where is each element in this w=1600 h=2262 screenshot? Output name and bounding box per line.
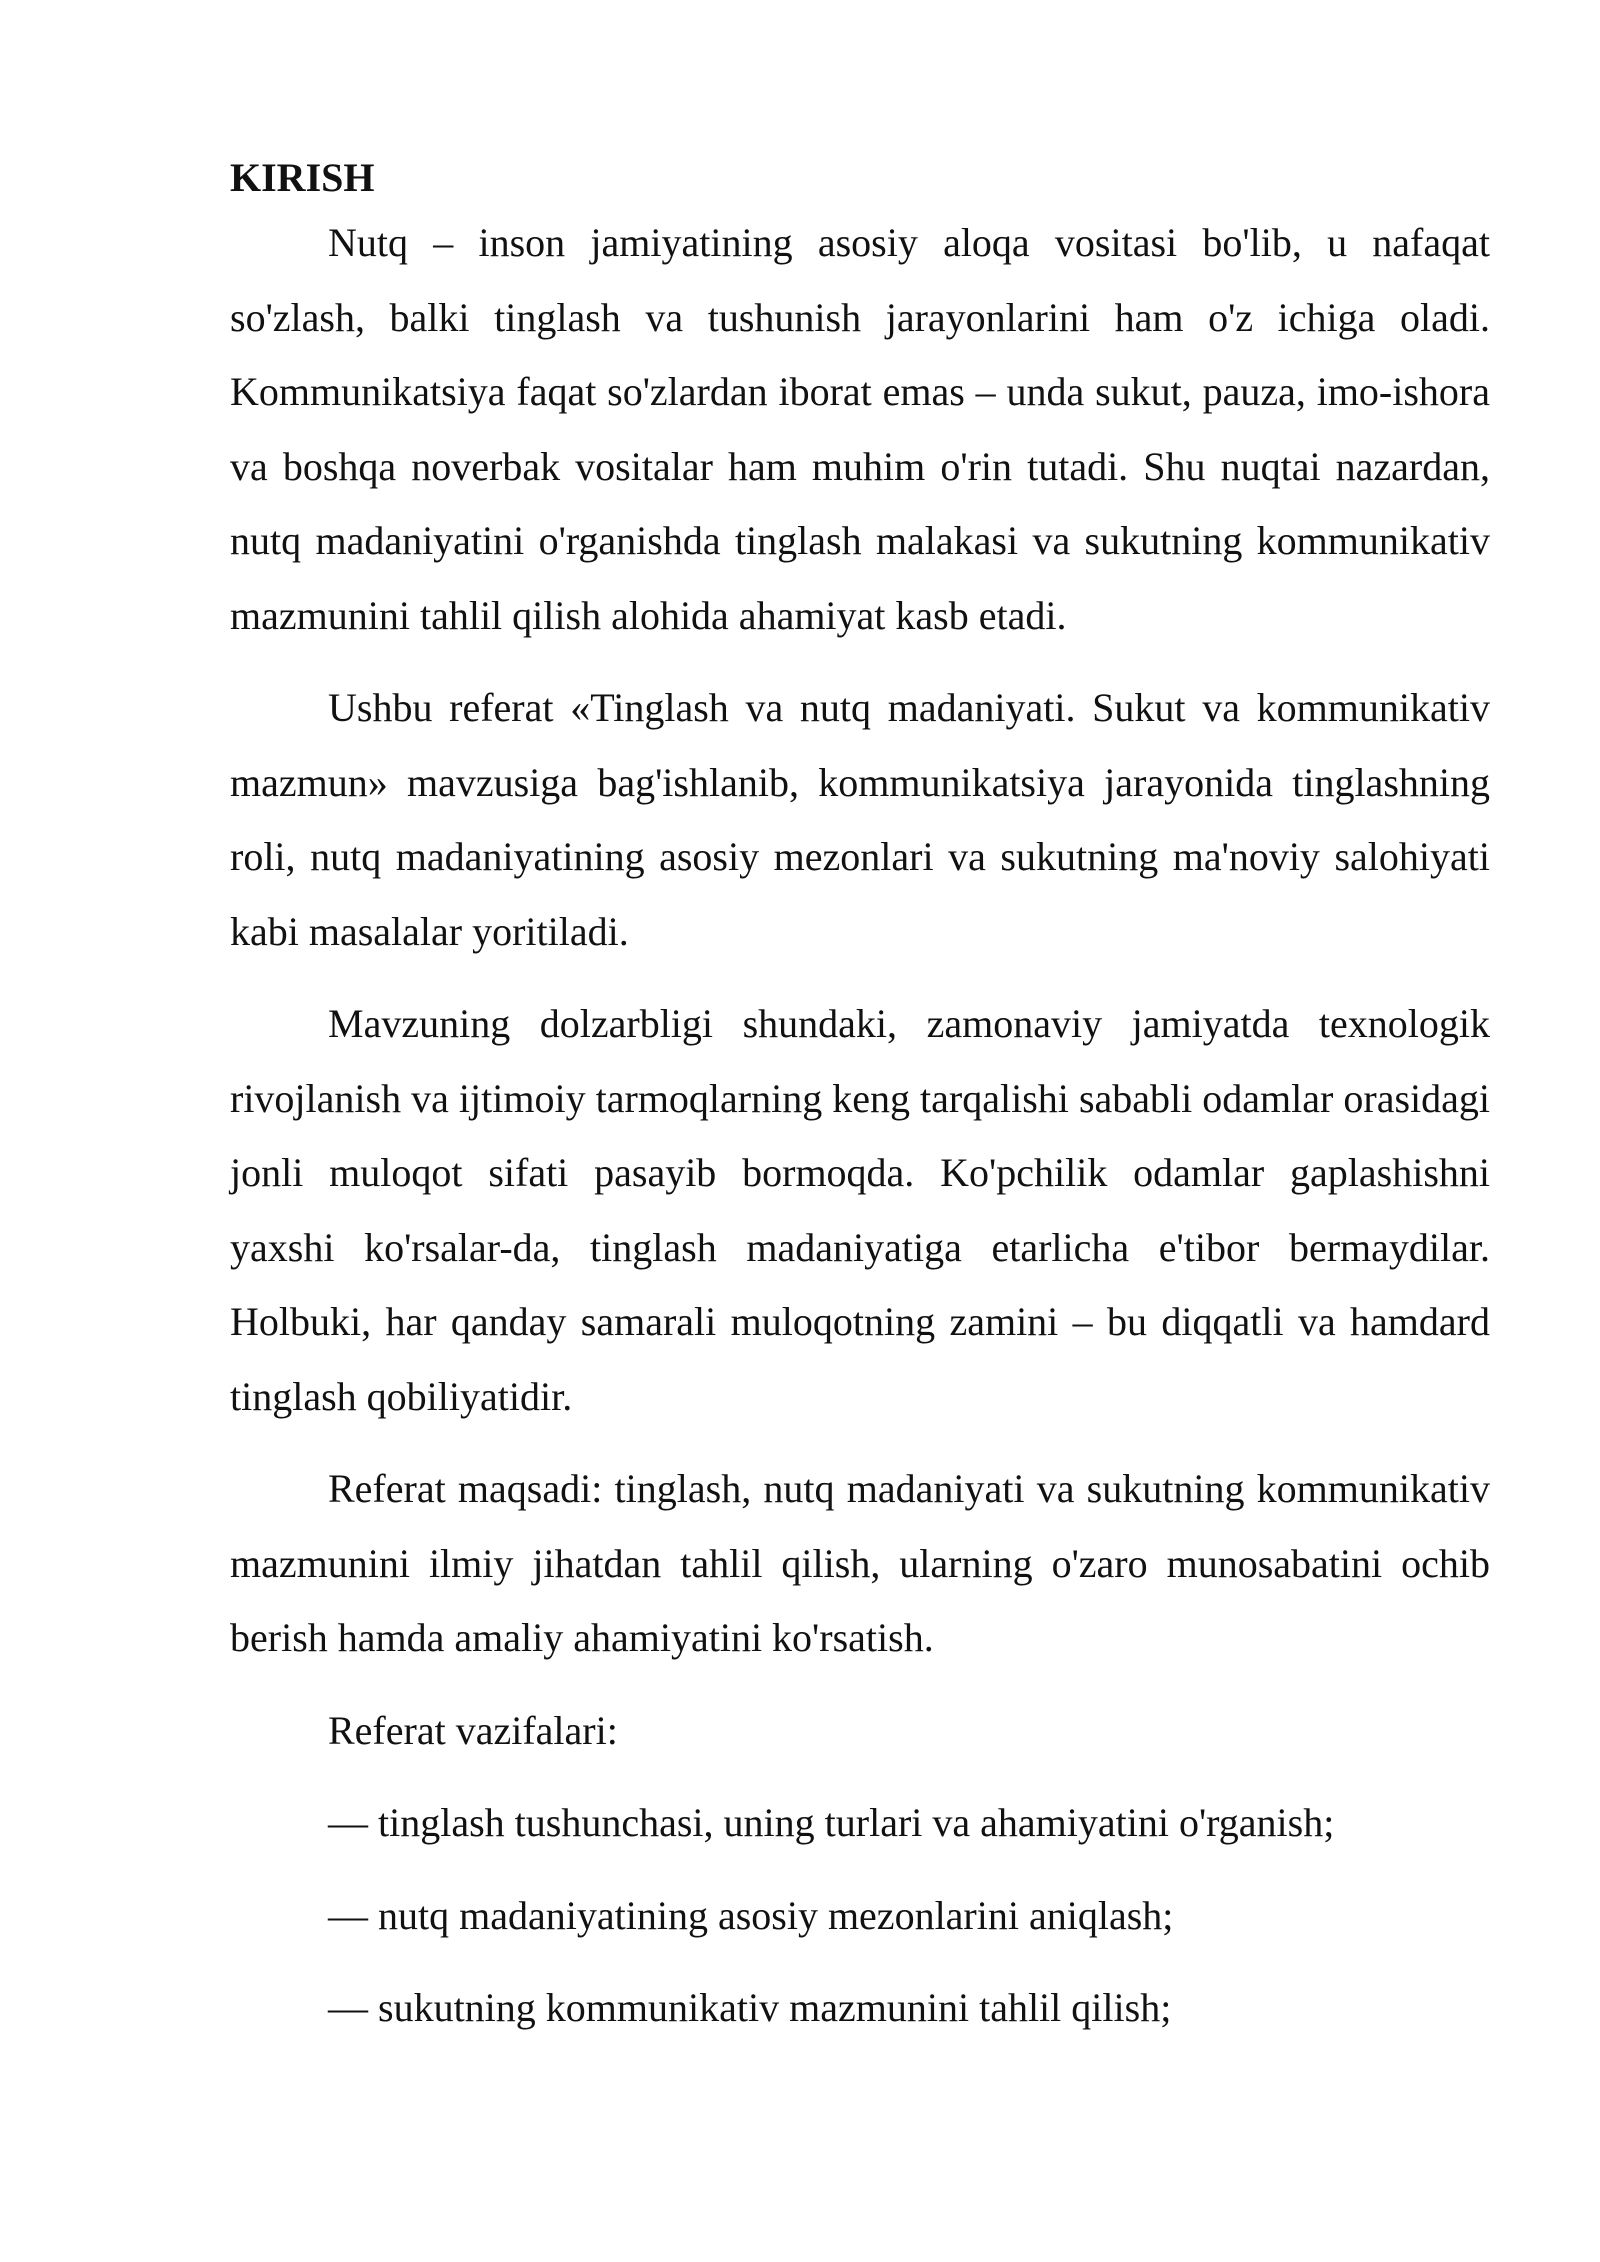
paragraph-goal: Referat maqsadi: tinglash, nutq madaniyati va sukutning kommunikativ mazmunini ilmiy jihatdan tahlil qilish, ularning o'zaro munosabatini ochib berish hamda amaliy ahamiyatini ko'rsatish. xyxy=(230,1466,1490,1660)
paragraph-intro: Nutq – inson jamiyatining asosiy aloqa vositasi bo'lib, u nafaqat so'zlash, balki tinglash va tushunish jarayonlarini ham o'z ichiga oladi. Kommunikatsiya faqat so'zlardan iborat emas – unda sukut, pauza, imo-ishora va boshqa noverbak vositalar ham muhim o'rin tutadi. Shu nuqtai nazardan, nutq madaniyatini o'rganishda tinglash malakasi va sukutning kommunikativ mazmunini tahlil qilish alohida ahamiyat kasb etadi. xyxy=(230,220,1490,638)
tasks-label: Referat vazifalari: xyxy=(328,1707,618,1753)
document-body xyxy=(230,150,1490,2064)
task-item: — nutq madaniyatining asosiy mezonlarini aniqlash; xyxy=(328,1892,1174,1938)
section-heading: KIRISH xyxy=(230,155,375,200)
task-item: — sukutning kommunikativ mazmunini tahlil qilish; xyxy=(328,1985,1172,2030)
paragraph-relevance: Mavzuning dolzarbligi shundaki, zamonaviy jamiyatda texnologik rivojlanish va ijtimoiy tarmoqlarning keng tarqalishi sababli odamlar orasidagi jonli muloqot sifati pasayib bormoqda. Ko'pchilik odamlar gaplashishni yaxshi ko'rsalar-da, tinglash madaniyatiga etarlicha e'tibor bermaydilar. Holbuki, har qanday samarali muloqotning zamini – bu diqqatli va hamdard tinglash qobiliyatidir. xyxy=(230,1001,1490,1419)
task-item: — tinglash tushunchasi, uning turlari va ahamiyatini o'rganish; xyxy=(328,1800,1335,1845)
paragraph-topic: Ushbu referat «Tinglash va nutq madaniyati. Sukut va kommunikativ mazmun» mavzusiga bag'ishlanib, kommunikatsiya jarayonida tinglashning roli, nutq madaniyatining asosiy mezonlari va sukutning ma'noviy salohiyati kabi masalalar yoritiladi. xyxy=(230,685,1490,954)
